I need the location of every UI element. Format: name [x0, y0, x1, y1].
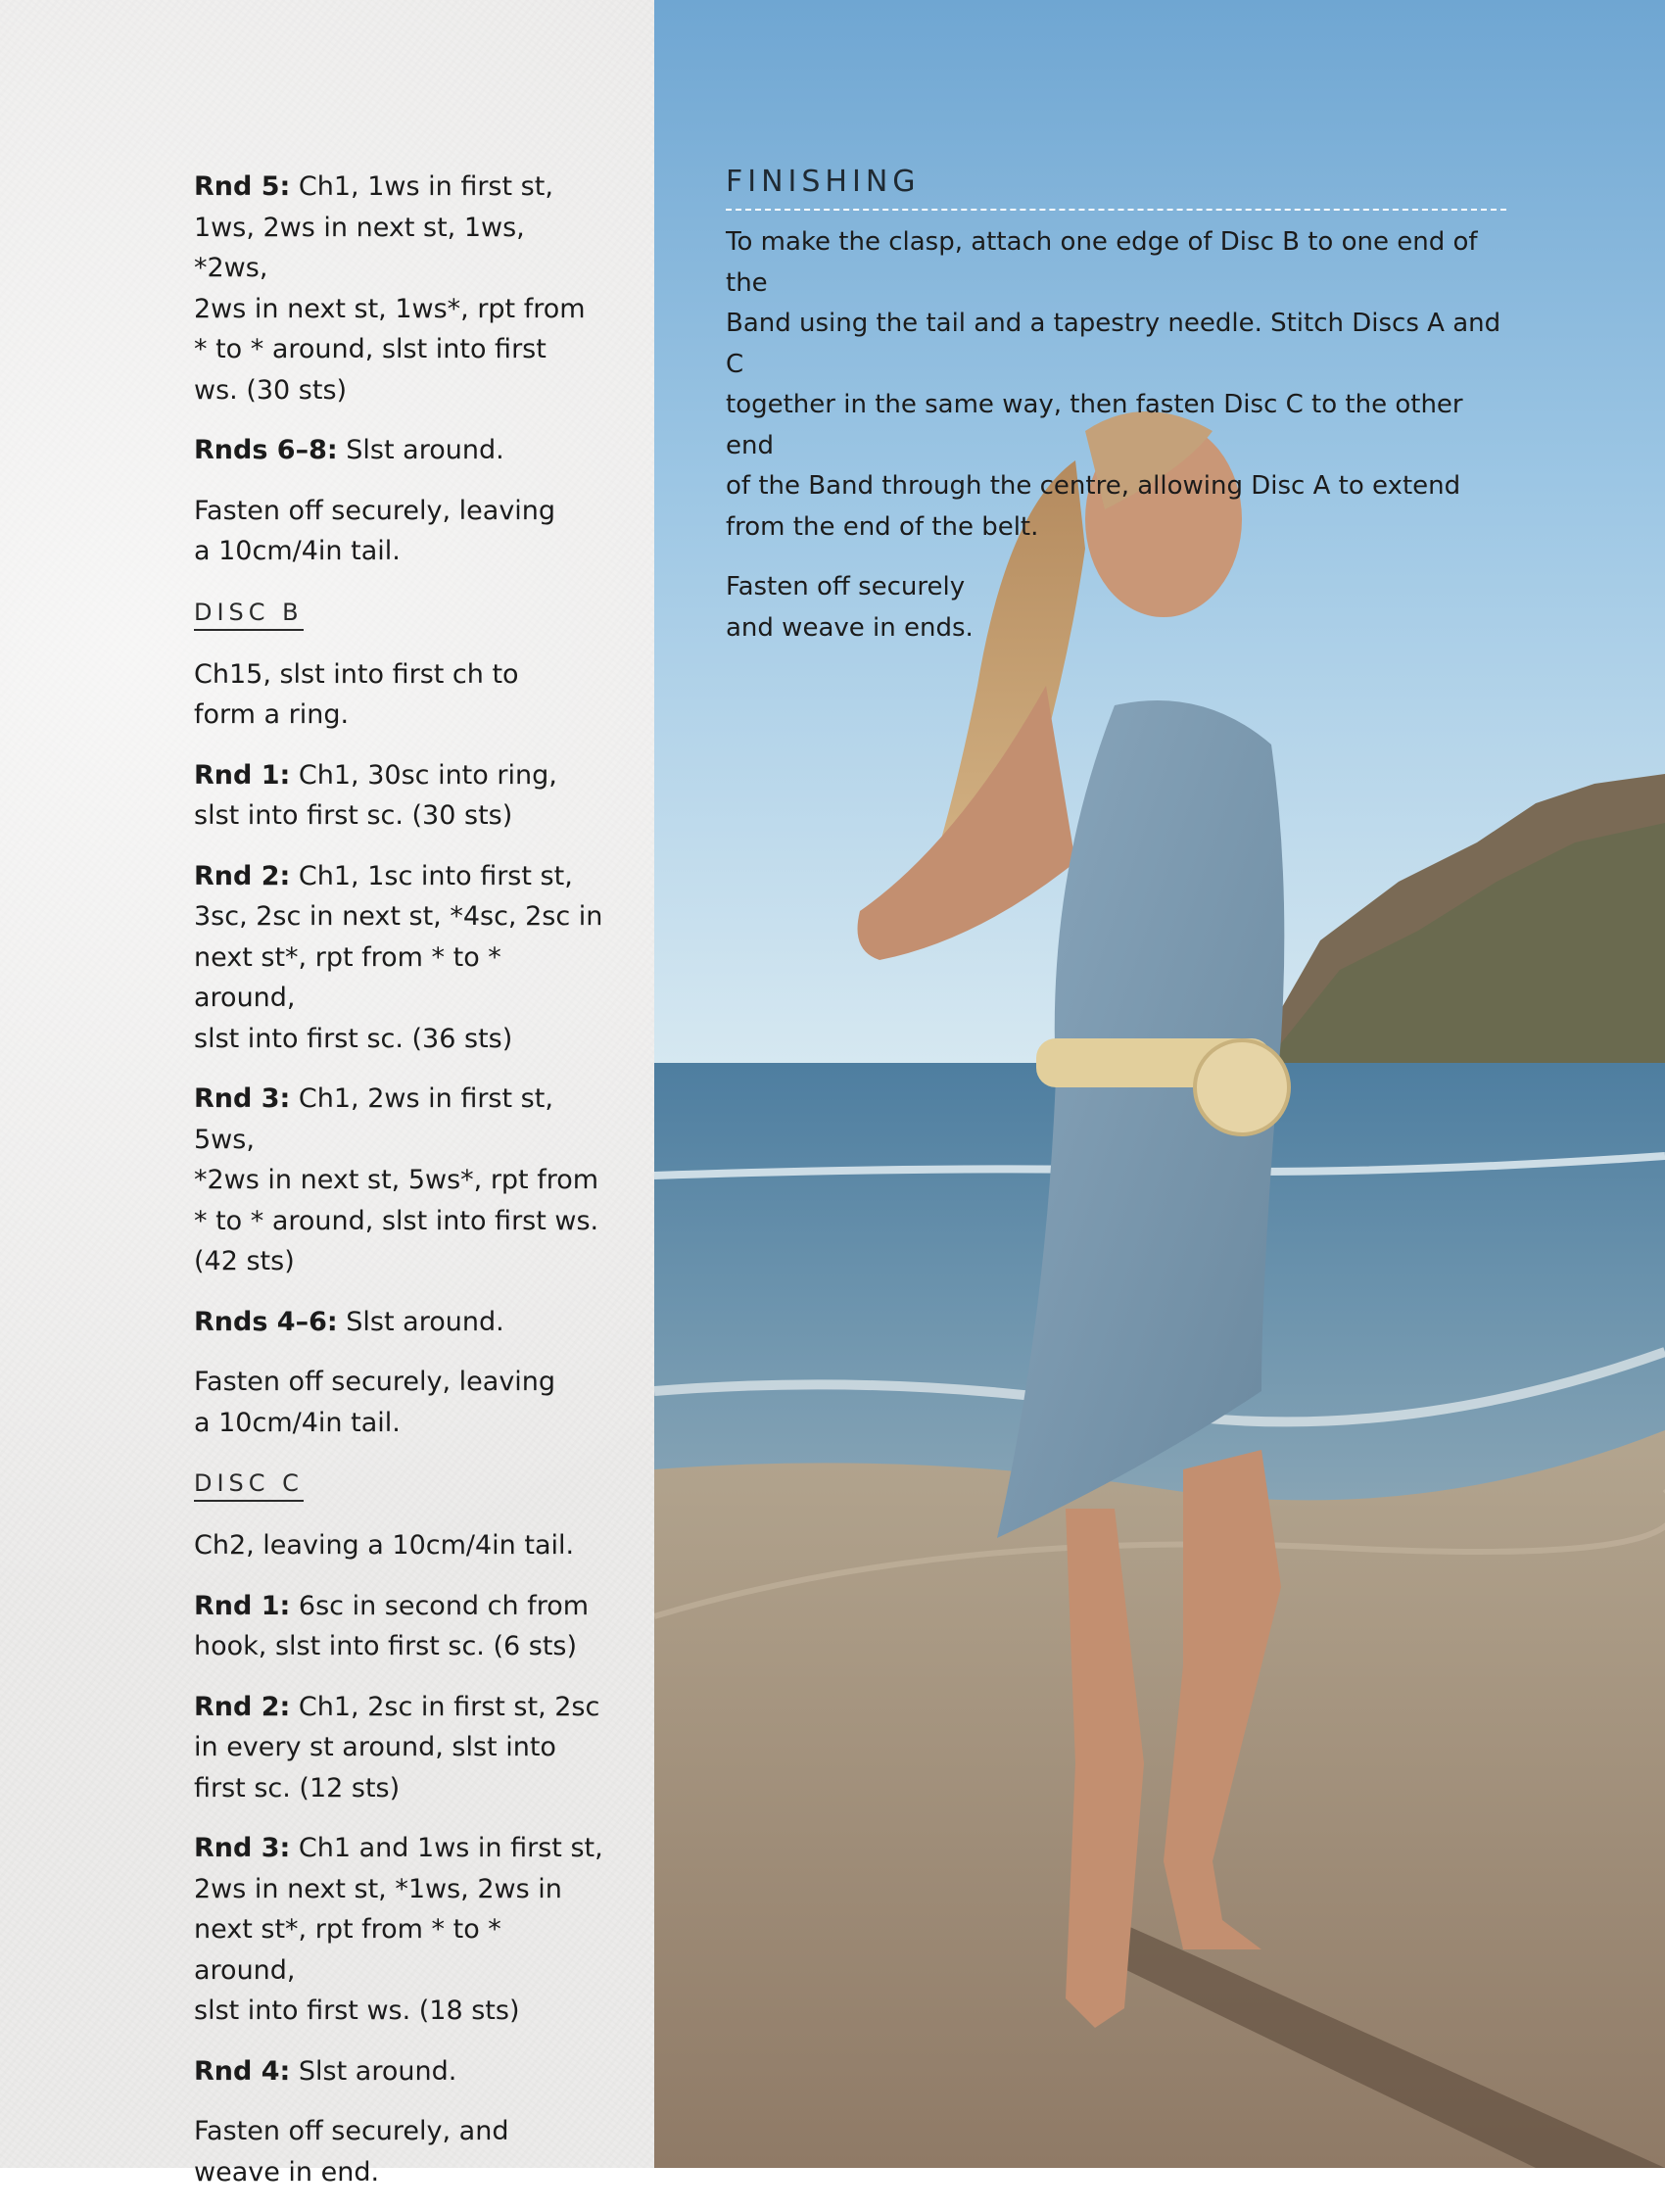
rnd-label: Rnd 4:: [194, 2055, 291, 2087]
rnd-text: Ch1, 1ws in first st, 1ws, 2ws in next st, 1ws, *2ws, 2ws in next st, 1ws*, rpt from * to * around, slst into first ws. (30 sts): [194, 171, 586, 406]
rnd-text: Ch1, 2sc in first st, 2sc in every st around, slst into first sc. (12 sts): [194, 1691, 600, 1803]
rnd-label: Rnds 6–8:: [194, 435, 338, 465]
rnd-text: Slst around.: [337, 1306, 504, 1337]
disc-b-fasten: Fasten off securely, leaving a 10cm/4in tail.: [194, 1367, 556, 1438]
rnd-text: Slst around.: [337, 435, 504, 465]
finishing-paragraph: To make the clasp, attach one edge of Disc B to one end of the Band using the tail and a tapestry needle. Stitch Discs A and C together in the same way, then fasten Disc C to the other end of the Band through the centre, allowing Disc A to extend from the end of the belt.: [726, 227, 1501, 542]
rnd-text: Ch1, 1sc into first st, 3sc, 2sc in next st, *4sc, 2sc in next st*, rpt from * to * around, slst into first sc. (36 sts): [194, 860, 603, 1054]
disc-b-rnd1: [194, 755, 605, 837]
rnd-label: Rnd 2:: [194, 1691, 291, 1722]
pattern-instructions: [194, 167, 605, 2212]
disc-b-heading: DISC B: [194, 598, 304, 631]
left-column: [0, 0, 654, 2188]
disc-b-rnd2: [194, 856, 605, 1060]
finishing-section: [726, 165, 1509, 668]
disc-b-rnd3: [194, 1079, 605, 1282]
rnd-label: Rnd 3:: [194, 1083, 291, 1114]
disc-c-rnd4: [194, 2051, 605, 2092]
disc-c-heading: DISC C: [194, 1468, 304, 1502]
rnds6-8-paragraph: [194, 430, 605, 471]
rnd-label: Rnds 4–6:: [194, 1306, 338, 1337]
rnd-label: Rnd 5:: [194, 171, 291, 202]
rnd-text: Ch1, 2ws in first st, 5ws, *2ws in next st, 5ws*, rpt from * to * around, slst into first ws. (42 sts): [194, 1083, 599, 1276]
rnd-label: Rnd 1:: [194, 1590, 291, 1621]
fasten-off-text: Fasten off securely, leaving a 10cm/4in tail.: [194, 495, 556, 566]
rnd-label: Rnd 2:: [194, 860, 291, 891]
disc-c-rnd3: [194, 1828, 605, 2032]
finishing-heading: FINISHING: [726, 165, 1506, 211]
rnd-label: Rnd 3:: [194, 1833, 291, 1863]
rnd-text: Slst around.: [290, 2055, 457, 2087]
disc-b-rnds4-6: [194, 1302, 605, 1343]
disc-c-fasten: Fasten off securely, and weave in end.: [194, 2116, 509, 2188]
finishing-fasten: Fasten off securely and weave in ends.: [726, 572, 974, 643]
sand: [654, 1430, 1665, 2168]
disc-c-intro: Ch2, leaving a 10cm/4in tail.: [194, 1530, 575, 1561]
disc-b-intro: Ch15, slst into first ch to form a ring.: [194, 658, 519, 730]
rnd-text: 6sc in second ch from hook, slst into first sc. (6 sts): [194, 1590, 590, 1661]
rnd-text: Ch1 and 1ws in first st, 2ws in next st, *1ws, 2ws in next st*, rpt from * to * around, slst into first ws. (18 sts): [194, 1833, 603, 2026]
disc-c-rnd2: [194, 1687, 605, 1809]
belt-disc: [1195, 1040, 1289, 1134]
disc-c-rnd1: [194, 1586, 605, 1667]
rnd-text: Ch1, 30sc into ring, slst into first sc. (30 sts): [194, 759, 557, 831]
rnd5-paragraph: [194, 167, 605, 410]
rnd-label: Rnd 1:: [194, 759, 291, 791]
